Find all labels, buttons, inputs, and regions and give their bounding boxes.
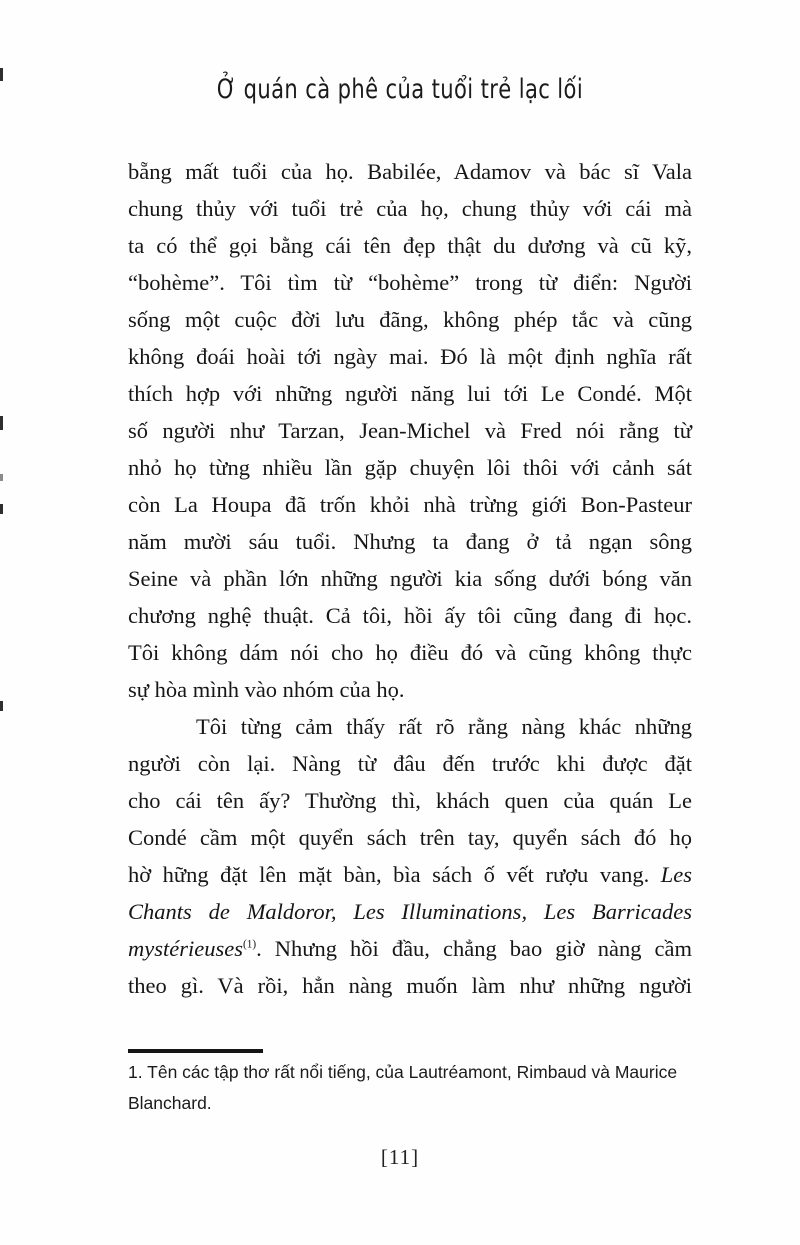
- body-text-segment: thích hợp với những người năng lui tới Le Condé. Một: [128, 381, 692, 406]
- body-line: [128, 153, 692, 190]
- body-text: [128, 153, 692, 1004]
- body-text-segment: cho cái tên ấy? Thường thì, khách quen của quán Le: [128, 788, 692, 813]
- footnote-line: Blanchard.: [128, 1093, 212, 1113]
- body-text-segment: hờ hững đặt lên mặt bàn, bìa sách ố vết rượu vang.: [128, 862, 661, 887]
- body-text-segment: Seine và phần lớn những người kia sống dưới bóng văn: [128, 566, 692, 591]
- body-text-segment: nhỏ họ từng nhiều lần gặp chuyện lôi thôi với cảnh sát: [128, 455, 692, 480]
- body-text-segment: không đoái hoài tới ngày mai. Đó là một định nghĩa rất: [128, 344, 692, 369]
- body-line: [128, 227, 692, 264]
- body-text-segment: Tôi không dám nói cho họ điều đó và cũng không thực: [128, 640, 692, 665]
- body-text-segment: người còn lại. Nàng từ đâu đến trước khi được đặt: [128, 751, 692, 776]
- body-line: [128, 449, 692, 486]
- body-text-segment: . Nhưng hồi đầu, chẳng bao giờ nàng cầm: [256, 936, 692, 961]
- body-text-segment: năm mười sáu tuổi. Nhưng ta đang ở tả ngạn sông: [128, 529, 692, 554]
- body-line: [128, 486, 692, 523]
- scan-artifact: [0, 68, 3, 81]
- italic-text: Chants de Maldoror, Les Illuminations, Les Barricades: [128, 899, 692, 924]
- body-line: [128, 264, 692, 301]
- body-line: [128, 856, 692, 893]
- scan-artifact: [0, 416, 3, 430]
- scan-artifact: [0, 701, 3, 711]
- footnote-marker: (1): [242, 938, 257, 951]
- body-text-segment: ta có thể gọi bằng cái tên đẹp thật du dương và cũ kỹ,: [128, 233, 692, 258]
- body-line: [128, 930, 692, 967]
- body-text-segment: số người như Tarzan, Jean-Michel và Fred nói rằng từ: [128, 418, 692, 443]
- footnote: [128, 1057, 728, 1119]
- chapter-title: Ở quán cà phê của tuổi trẻ lạc lối: [216, 74, 584, 105]
- footnote-divider: [128, 1049, 263, 1053]
- body-text-segment: sự hòa mình vào nhóm của họ.: [128, 677, 405, 702]
- body-line: [128, 745, 692, 782]
- body-text-segment: Tôi từng cảm thấy rất rõ rằng nàng khác những: [196, 714, 692, 739]
- body-line: [128, 338, 692, 375]
- page-number: [11]: [380, 1145, 420, 1169]
- scan-artifact: [0, 504, 3, 514]
- body-text-segment: “bohème”. Tôi tìm từ “bohème” trong từ điển: Người: [128, 270, 692, 295]
- body-text-segment: chương nghệ thuật. Cả tôi, hồi ấy tôi cũng đang đi học.: [128, 603, 692, 628]
- body-line: [128, 301, 692, 338]
- body-text-segment: Condé cầm một quyển sách trên tay, quyển sách đó họ: [128, 825, 692, 850]
- body-line: [128, 819, 692, 856]
- body-text-segment: sống một cuộc đời lưu đãng, không phép tắc và cũng: [128, 307, 692, 332]
- body-line: [128, 190, 692, 227]
- body-line: [128, 893, 692, 930]
- body-text-segment: chung thủy với tuổi trẻ của họ, chung thủy với cái mà: [128, 196, 692, 221]
- footnote-line: 1. Tên các tập thơ rất nổi tiếng, của Lautréamont, Rimbaud và Maurice: [128, 1062, 678, 1082]
- body-line: [128, 597, 692, 634]
- body-line: [128, 967, 692, 1004]
- body-line: [128, 412, 692, 449]
- body-line: [128, 375, 692, 412]
- italic-text: Les: [660, 862, 692, 887]
- body-text-segment: còn La Houpa đã trốn khỏi nhà trừng giới Bon-Pasteur: [128, 492, 692, 517]
- body-line: [128, 634, 692, 671]
- body-line: [128, 523, 692, 560]
- body-line: [128, 671, 692, 708]
- body-line: [128, 782, 692, 819]
- body-line: [128, 560, 692, 597]
- scan-artifact: [0, 474, 3, 481]
- italic-text: mystérieuses: [128, 936, 243, 961]
- body-text-segment: bẵng mất tuổi của họ. Babilée, Adamov và bác sĩ Vala: [128, 159, 692, 184]
- body-text-segment: theo gì. Và rồi, hẳn nàng muốn làm như những người: [128, 973, 692, 998]
- body-line: [128, 708, 692, 745]
